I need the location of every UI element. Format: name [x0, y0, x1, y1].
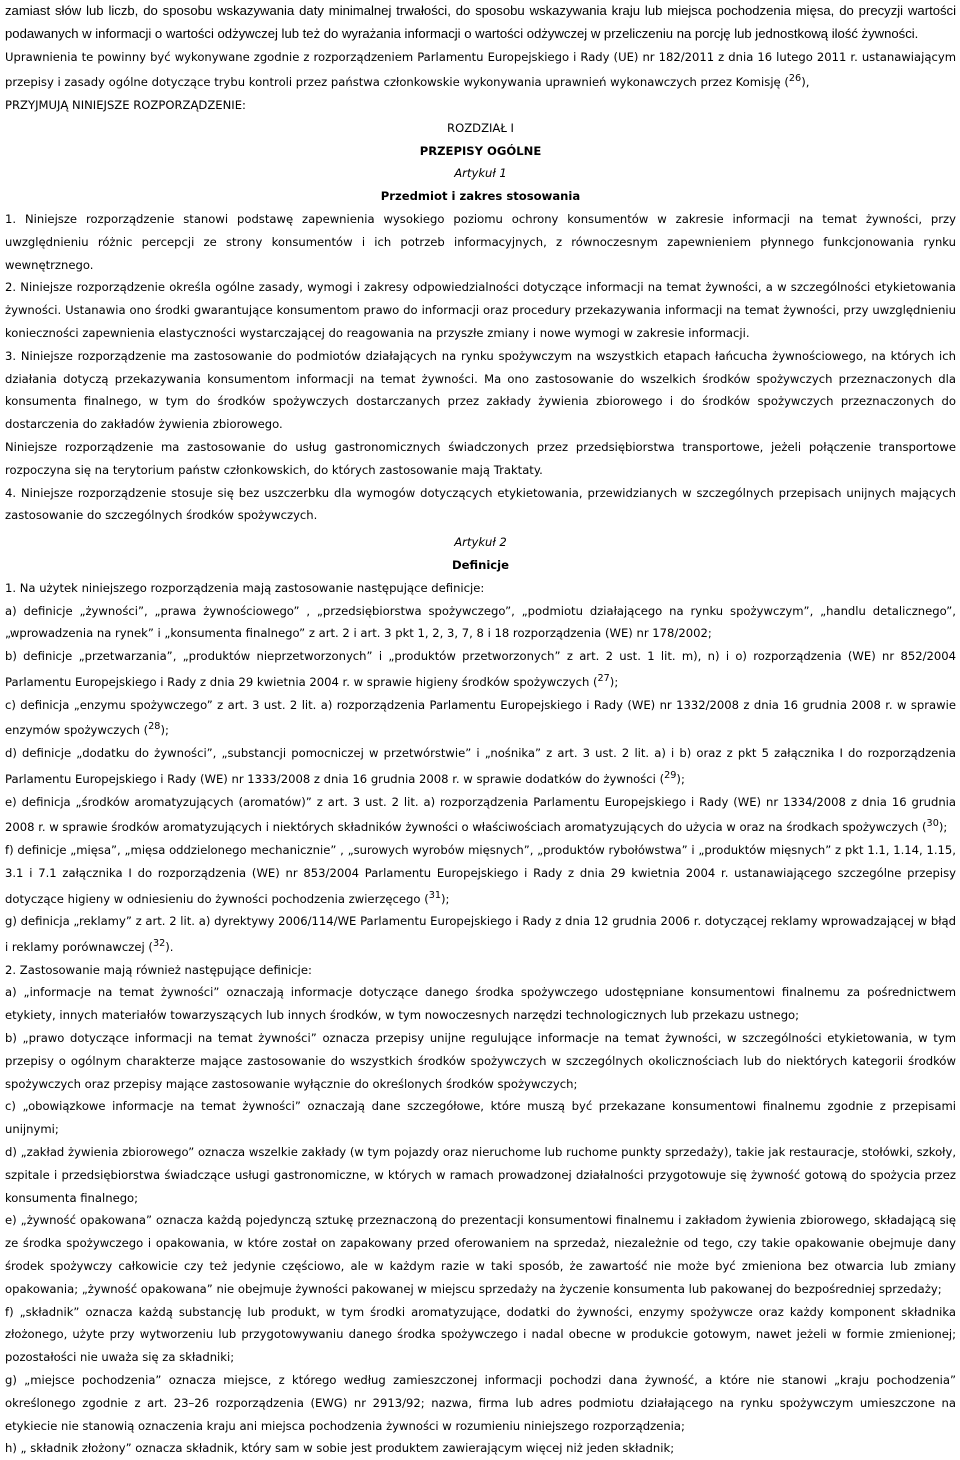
definition-text-end: ); — [160, 723, 169, 738]
definition-text: c) definicja „enzymu spożywczego” z art. 3 ust. 2 lit. a) rozporządzenia Parlamentu Europejskiego i Rady (WE) nr 1332/2008 z dnia 16 grudnia 2008 r. w sprawie enzymów spożywczych ( — [5, 697, 956, 738]
definition-item — [5, 600, 956, 646]
definition-text-end: ); — [609, 674, 619, 689]
article-1-title: Przedmiot i zakres stosowania — [380, 189, 581, 204]
definition-item — [5, 742, 956, 790]
definition-item: g) „miejsce pochodzenia” oznacza miejsce, z którego według zamieszczonej informacji pochodzi dana żywność, a które nie stanowi „kraju pochodzenia” określonego zgodnie z art. 23–26 rozporządzenia (EWG) nr 2913/92; nazwa, firma lub adres podmiotu działającego na rynku spożywczym umieszczone na etykiecie nie stanowią oznaczenia kraju ani miejsca pochodzenia żywności w rozumieniu niniejszego rozporządzenia; — [5, 1373, 956, 1433]
definition-item — [5, 839, 956, 910]
article-1-paragraph: 1. Niniejsze rozporządzenie stanowi podstawę zapewnienia wysokiego poziomu ochrony konsumentów w zakresie informacji na temat żywności, przy uwzględnieniu różnic percepcji ze strony konsumentów i ich potrzeb informacyjnych, z równoczesnym zapewnieniem płynnego funkcjonowania rynku wewnętrznego. — [5, 212, 956, 272]
article-1-paragraph: 3. Niniejsze rozporządzenie ma zastosowanie do podmiotów działających na rynku spożywczym na wszystkich etapach łańcucha żywnościowego, na których ich działania dotyczą przekazywania konsumentom informacji na temat żywności. Ma ono zastosowanie do wszelkich środków spożywczych przeznaczonych dla konsumenta finalnego, w tym do środków spożywczych dostarczanych przez zakłady żywienia zbiorowego i do środków spożywczych przeznaczonych do dostarczenia do zakładów żywienia zbiorowego. — [5, 348, 956, 432]
definition-text: b) definicje „przetwarzania”, „produktów nieprzetworzonych” i „produktów przetworzonych” z art. 2 ust. 1 lit. m), n) i o) rozporządzenia (WE) nr 852/2004 Parlamentu Europejskiego i Rady z dnia 29 kwietnia 2004 r. w sprawie higieny środków spożywczych ( — [5, 649, 956, 689]
definition-item: c) „obowiązkowe informacje na temat żywności” oznaczają dane szczegółowe, które muszą być przekazane konsumentowi finalnemu zgodnie z przepisami unijnymi; — [5, 1099, 956, 1137]
footnote-ref: 28 — [148, 721, 161, 733]
article-2-body — [5, 577, 956, 1460]
definition-text-end: ); — [676, 771, 685, 786]
intro-text-end: ), — [801, 75, 810, 90]
definition-text: e) definicja „środków aromatyzujących (aromatów)” z art. 3 ust. 2 lit. a) rozporządzenia Parlamentu Europejskiego i Rady (WE) nr 1334/2008 z dnia 16 grudnia 2008 r. w sprawie środków aromatyzujących i niektórych składników żywności o właściwościach aromatyzujących do użycia w oraz na środkach spożywczych ( — [5, 794, 956, 835]
definition-item: f) „składnik” oznacza każdą substancję lub produkt, w tym środki aromatyzujące, dodatki do żywności, enzymy spożywcze oraz każdy komponent składnika złożonego, użyte przy wytworzeniu lub przygotowywaniu danego środka spożywczego i nadal obecne w produkcie gotowym, nawet jeżeli w formie zmienionej; pozostałości nie uważa się za składniki; — [5, 1304, 956, 1365]
article-1-body — [5, 208, 956, 527]
footnote-ref: 27 — [597, 672, 610, 684]
definition-item — [5, 791, 956, 839]
article-2-paragraph-1-intro: 1. Na użytek niniejszego rozporządzenia mają zastosowanie następujące definicje: — [5, 580, 485, 595]
article-1-paragraph: 4. Niniejsze rozporządzenie stosuje się bez uszczerbku dla wymogów dotyczących etykietowania, przewidzianych w szczególnych przepisach unijnych mających zastosowanie do szczególnych środków spożywczych. — [5, 485, 956, 523]
definition-item — [5, 694, 956, 742]
chapter-title: PRZEPISY OGÓLNE — [419, 143, 542, 158]
article-1-label: Artykuł 1 — [454, 166, 507, 181]
document-page — [5, 0, 956, 1460]
adoption-formula: PRZYJMUJĄ NINIEJSZE ROZPORZĄDZENIE: — [5, 98, 246, 113]
definition-item: e) „żywność opakowana” oznacza każdą pojedynczą sztukę przeznaczoną do prezentacji konsumentowi finalnemu i zakładom żywienia zbiorowego, składającą się ze środka spożywczego i opakowania, w które został on zapakowany przed oferowaniem na sprzedaż, niezależnie od tego, czy takie opakowanie obejmuje dany środek spożywczy całkowicie czy też jedynie częściowo, ale w każdym razie w taki sposób, że zawartość nie może być zmieniona bez otwarcia lub zmiany opakowania; „żywność opakowana” nie obejmuje żywności pakowanej w miejscu sprzedaży na życzenie konsumenta lub pakowanej do bezpośredniej sprzedaży; — [5, 1213, 956, 1296]
chapter-label: ROZDZIAŁ I — [447, 120, 514, 135]
footnote-ref: 29 — [664, 769, 677, 781]
definition-text: g) definicja „reklamy” z art. 2 lit. a) dyrektywy 2006/114/WE Parlamentu Europejskiego i Rady z dnia 12 grudnia 2006 r. dotyczącej reklamy wprowadzającej w błąd i reklamy porównawczej ( — [5, 914, 956, 954]
footnote-ref: 30 — [926, 818, 939, 830]
definition-text: f) definicje „mięsa”, „mięsa oddzielonego mechanicznie” , „surowych wyrobów mięsnych”, „produktów rybołówstwa” i „produktów mięsnych” z pkt 1.1, 1.14, 1.15, 3.1 i 7.1 załącznika I do rozporządzenia (WE) nr 853/2004 Parlamentu Europejskiego i Rady z dnia 29 kwietnia 2004 r. ustanawiającego szczególne przepisy dotyczące higieny w odniesieniu do żywności pochodzenia zwierzęcego ( — [5, 842, 956, 906]
definition-text-end: ); — [938, 820, 948, 835]
article-1-paragraph: 2. Niniejsze rozporządzenie określa ogólne zasady, wymogi i zakresy odpowiedzialności dotyczące informacji na temat żywności, a w szczególności etykietowania żywności. Ustanawia ono środki gwarantujące konsumentom prawo do informacji oraz procedury przekazywania informacji na temat żywności, przy uwzględnieniu konieczności zapewnienia elastyczności wystarczającej do reagowania na przyszłe zmiany i nowe wymogi w zakresie informacji. — [5, 280, 956, 341]
definition-item — [5, 910, 956, 958]
definition-item: a) „informacje na temat żywności” oznaczają informacje dotyczące danego środka spożywczego udostępniane konsumentowi finalnemu za pośrednictwem etykiety, innych materiałów towarzyszących lub innych środków, w tym nowoczesnych narzędzi technologicznych lub przekazu ustnego; — [5, 985, 956, 1023]
definition-text-end: ); — [441, 891, 450, 906]
definition-item: d) „zakład żywienia zbiorowego” oznacza wszelkie zakłady (w tym pojazdy oraz nieruchome lub ruchome punkty sprzedaży), takie jak restauracje, stołówki, szkoły, szpitale i przedsiębiorstwa świadczące usługi gastronomiczne, w których w ramach prowadzonej działalności przygotowuje się żywność gotową do spożycia przez konsumenta finalnego; — [5, 1145, 956, 1205]
footnote-ref: 32 — [152, 938, 166, 950]
definition-item: b) „prawo dotyczące informacji na temat żywności” oznacza przepisy unijne regulujące informacje na temat żywności, w szczególności etykietowania, w tym przepisy o ogólnym charakterze mające zastosowanie do wszystkich środków spożywczych w szczególnych okolicznościach lub do niektórych kategorii środków spożywczych oraz przepisy mające zastosowanie wyłącznie do określonych środków spożywczych; — [5, 1031, 956, 1091]
intro-paragraph: zamiast słów lub liczb, do sposobu wskazywania daty minimalnej trwałości, do sposobu wskazywania kraju lub miejsca pochodzenia mięsa, do precyzji wartości podawanych w informacji o wartości odżywczej lub też do wyrażania informacji o wartości odżywczej w przeliczeniu na porcję lub jednostkową ilość żywności. — [5, 3, 956, 41]
footnote-ref: 26 — [788, 73, 802, 85]
definition-item — [5, 645, 956, 693]
article-2-label: Artykuł 2 — [454, 535, 507, 550]
intro-paragraph-uprawnienia — [5, 46, 956, 94]
article-2-title: Definicje — [451, 557, 510, 572]
definition-item: h) „ składnik złożony” oznacza składnik, który sam w sobie jest produktem zawierającym więcej niż jeden składnik; — [5, 1441, 675, 1456]
footnote-ref: 31 — [428, 889, 442, 901]
definition-text: d) definicje „dodatku do żywności”, „substancji pomocniczej w przetwórstwie” i „nośnika” z art. 3 ust. 2 lit. a) i b) oraz z pkt 5 załącznika I do rozporządzenia Parlamentu Europejskiego i Rady (WE) nr 1333/2008 z dnia 16 grudnia 2008 r. w sprawie dodatków do żywności ( — [5, 746, 956, 786]
article-2-paragraph-2-intro: 2. Zastosowanie mają również następujące definicje: — [5, 962, 312, 977]
definition-text: a) definicje „żywności”, „prawa żywnościowego” , „przedsiębiorstwa spożywczego”, „podmiotu działającego na rynku spożywczym”, „handlu detalicznego”, „wprowadzenia na rynek” i „konsumenta finalnego” z art. 2 i art. 3 pkt 1, 2, 3, 7, 8 i 18 rozporządzenia (WE) nr 178/2002; — [5, 603, 956, 641]
article-1-paragraph: Niniejsze rozporządzenie ma zastosowanie do usług gastronomicznych świadczonych przez przedsiębiorstwa transportowe, jeżeli połączenie transportowe rozpoczyna się na terytorium państw członkowskich, do których zastosowanie mają Traktaty. — [5, 440, 956, 477]
definition-text-end: ). — [165, 939, 174, 954]
intro-text: Uprawnienia te powinny być wykonywane zgodnie z rozporządzeniem Parlamentu Europejskiego i Rady (UE) nr 182/2011 z dnia 16 lutego 2011 r. ustanawiającym przepisy i zasady ogólne dotyczące trybu kontroli przez państwa członkowskie wykonywania uprawnień wykonawczych przez Komisję ( — [5, 49, 956, 90]
